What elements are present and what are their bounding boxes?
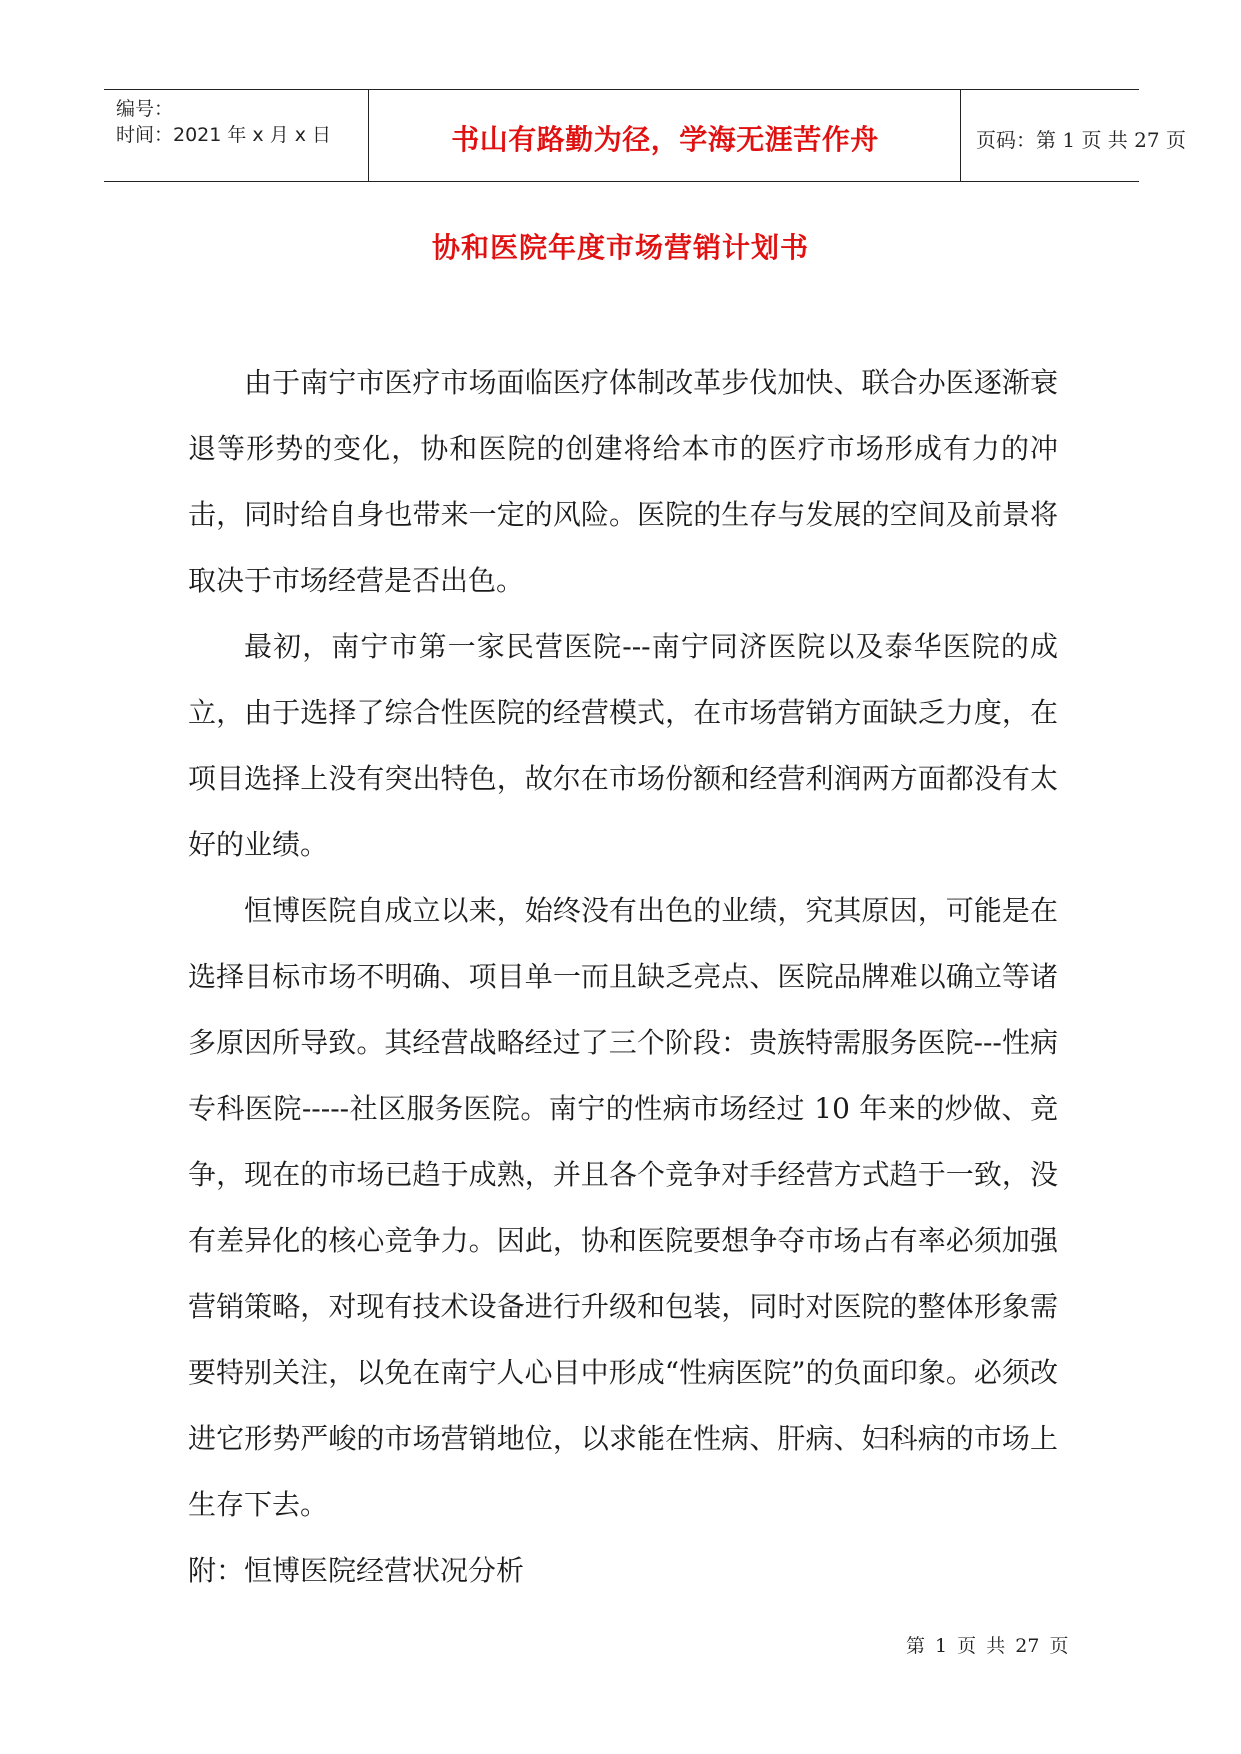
- document-body: [188, 350, 1058, 1604]
- body-paragraph: 由于南宁市医疗市场面临医疗体制改革步伐加快、联合办医逐渐衰退等形势的变化，协和医院的创建将给本市的医疗市场形成有力的冲击，同时给自身也带来一定的风险。医院的生存与发展的空间及前景将取决于市场经营是否出色。: [188, 366, 1058, 597]
- body-paragraph: 最初，南宁市第一家民营医院---南宁同济医院以及泰华医院的成立，由于选择了综合性医院的经营模式，在市场营销方面缺乏力度，在项目选择上没有突出特色，故尔在市场份额和经营利润两方面都没有太好的业绩。: [188, 630, 1058, 861]
- body-paragraph: 恒博医院自成立以来，始终没有出色的业绩，究其原因，可能是在选择目标市场不明确、项目单一而且缺乏亮点、医院品牌难以确立等诸多原因所导致。其经营战略经过了三个阶段：贵族特需服务医院---性病专科医院-----社区服务医院。南宁的性病市场经过 10 年来的炒做、竞争，现在的市场已趋于成熟，并且各个竞争对手经营方式趋于一致，没有差异化的核心竞争力。因此，协和医院要想争夺市场占有率必须加强营销策略，对现有技术设备进行升级和包装，同时对医院的整体形象需要特别关注，以免在南宁人心目中形成“性病医院”的负面印象。必须改进它形势严峻的市场营销地位，以求能在性病、肝病、妇科病的市场上生存下去。: [188, 894, 1058, 1521]
- page-footer-number: 第 1 页 共 27 页: [906, 1635, 1069, 1657]
- appendix-line: 附：恒博医院经营状况分析: [188, 1554, 525, 1587]
- document-number-label: 编号：: [116, 98, 174, 120]
- header-page-code: 页码：第 1 页 共 27 页: [976, 128, 1186, 152]
- header-motto: 书山有路勤为径，学海无涯苦作舟: [451, 123, 879, 156]
- page-header: [104, 89, 1186, 182]
- header-page-cell: [962, 90, 1186, 181]
- header-motto-cell: [370, 90, 961, 181]
- header-meta-cell: [104, 90, 369, 181]
- document-time-label: 时间：2021 年 x 月 x 日: [116, 124, 332, 146]
- document-title: 协和医院年度市场营销计划书: [431, 231, 809, 264]
